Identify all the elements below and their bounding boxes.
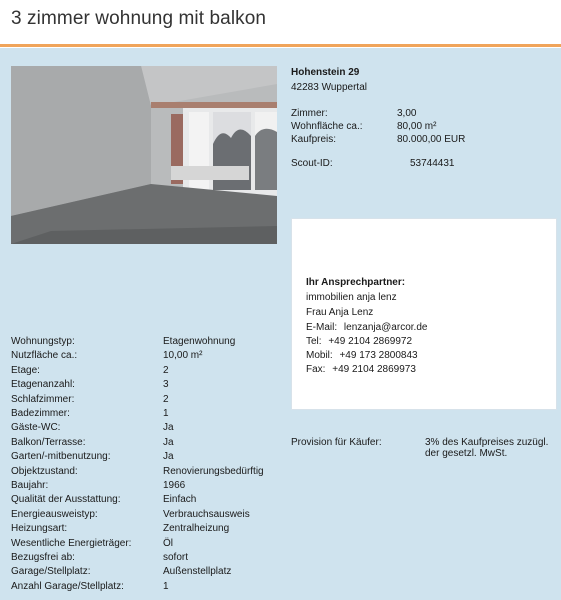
scout-id-label: Scout-ID: [291,158,333,169]
details-label: Energieausweistyp: [11,508,98,520]
details-label: Bezugsfrei ab: [11,552,75,563]
details-value: sofort [163,552,189,563]
details-label: Heizungsart: [11,523,68,535]
details-row [11,437,311,450]
details-row [11,394,311,407]
details-row [11,523,311,536]
details-label: Balkon/Terrasse: [11,436,86,448]
contact-person: Frau Anja Lenz [306,307,374,318]
details-value: 1 [163,580,169,592]
details-row [11,566,311,579]
provision-label: Provision für Käufer: [291,437,382,448]
details-label: Etage: [11,364,40,376]
details-value: 10,00 m² [163,350,203,362]
details-value: Einfach [163,494,197,506]
details-value: Etagenwohnung [163,336,236,347]
details-value: Zentralheizung [163,523,230,535]
contact-fax-row [306,364,416,375]
details-row [11,494,311,507]
details-row [11,422,311,435]
details-row [11,538,311,551]
details-value: Ja [163,451,174,463]
details-row [11,408,311,421]
contact-phone-row [306,336,412,347]
details-value: Außenstellplatz [163,566,232,578]
email-label: E-Mail: [306,322,338,333]
details-label: Objektzustand: [11,465,78,477]
address-street: Hohenstein 29 [291,67,360,78]
details-row [11,480,311,493]
details-row [11,509,311,522]
details-label: Qualität der Ausstattung: [11,494,121,506]
details-row [11,350,311,363]
details-value: 1966 [163,480,186,491]
details-label: Etagenanzahl: [11,379,75,391]
fax-value: +49 2104 2869973 [332,364,416,375]
details-label: Badezimmer: [11,408,70,419]
details-value: Öl [163,537,173,549]
fax-label: Fax: [306,364,326,375]
details-row [11,336,311,349]
rooms-label: Zimmer: [291,108,328,119]
details-label: Schlafzimmer: [11,393,75,405]
details-row [11,552,311,565]
details-label: Baujahr: [11,480,49,491]
details-value: Ja [163,422,174,434]
details-label: Wohnungstyp: [11,336,75,347]
phone-label: Tel: [306,336,322,347]
details-value: Ja [163,436,174,448]
details-label: Garten/-mitbenutzung: [11,451,111,463]
listing-title: 3 zimmer wohnung mit balkon [11,8,267,29]
price-value: 80.000,00 EUR [397,134,466,145]
living-area-value: 80,00 m² [397,121,437,132]
details-value: 2 [163,393,169,405]
contact-email-row [306,322,427,333]
mobile-value[interactable]: +49 173 2800843 [339,350,418,361]
details-label: Anzahl Garage/Stellplatz: [11,580,124,592]
provision-value: 3% des Kaufpreises zuzügl. der gesetzl. MwSt. [425,437,549,459]
details-row [11,466,311,479]
address-city: 42283 Wuppertal [291,82,367,93]
email-link[interactable]: lenzanja@arcor.de [343,322,428,333]
details-label: Nutzfläche ca.: [11,350,78,362]
contact-company: immobilien anja lenz [306,292,397,303]
details-row [11,379,311,392]
details-label: Gäste-WC: [11,422,61,434]
details-value: 1 [163,408,169,419]
header [0,0,561,48]
price-label: Kaufpreis: [291,134,337,145]
living-area-label: Wohnfläche ca.: [291,121,363,132]
apartment-photo [11,66,277,244]
contact-box [291,218,557,410]
details-label: Wesentliche Energieträger: [11,537,132,549]
details-value: 2 [163,364,169,376]
scout-id-value: 53744431 [410,158,455,169]
header-divider [0,44,561,47]
contact-heading: Ihr Ansprechpartner: [306,277,406,288]
details-value: 3 [163,379,169,391]
details-row [11,451,311,464]
contact-mobile-row [306,350,418,361]
phone-value[interactable]: +49 2104 2869972 [328,336,413,347]
details-value: Renovierungsbedürftig [163,465,264,477]
details-label: Garage/Stellplatz: [11,566,91,578]
details-row [11,581,311,594]
mobile-label: Mobil: [306,350,333,361]
rooms-value: 3,00 [397,108,417,119]
details-row [11,365,311,378]
details-value: Verbrauchsausweis [163,508,250,520]
